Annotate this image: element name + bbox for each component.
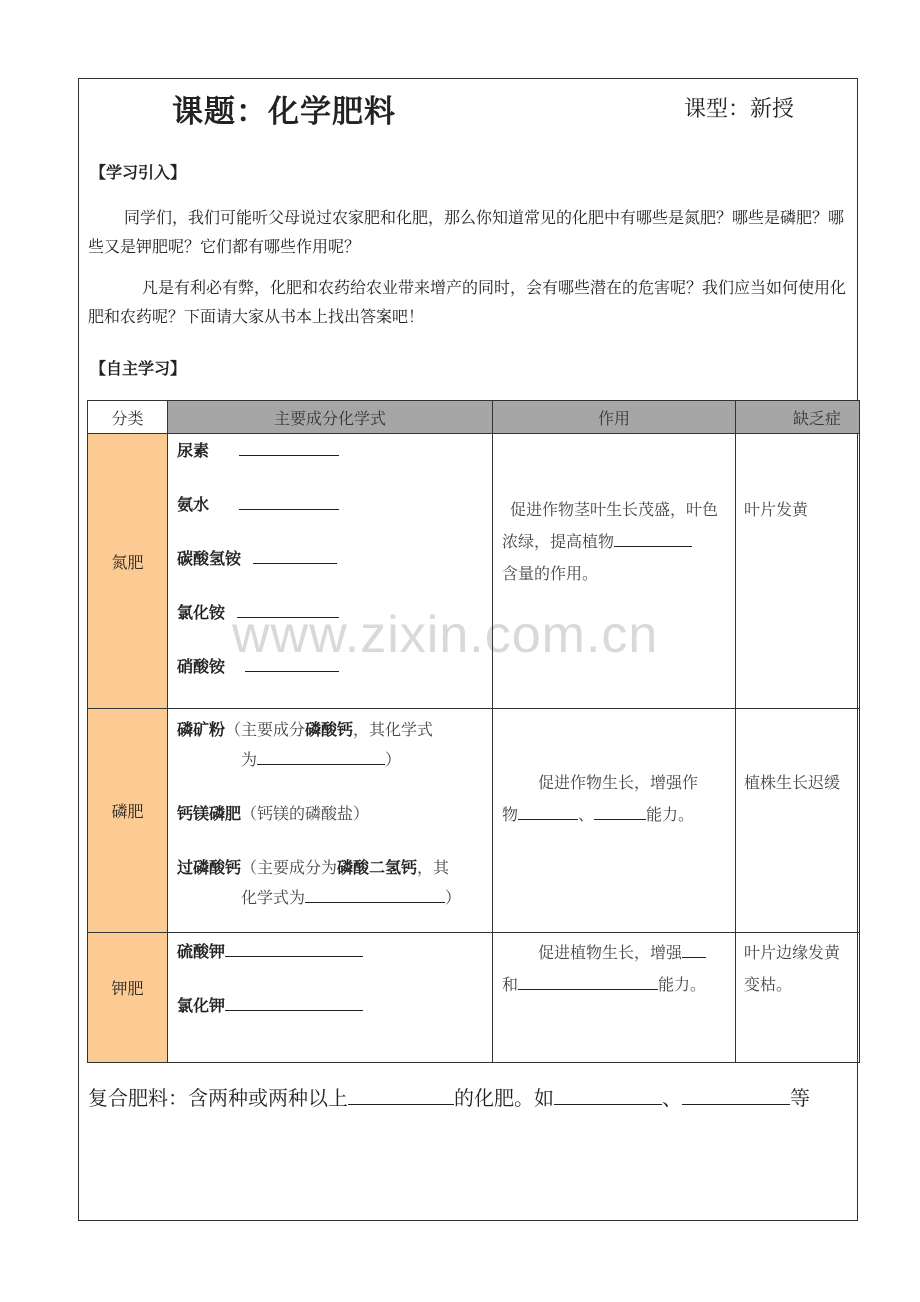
answer-blank[interactable] bbox=[682, 1084, 790, 1105]
deficiency-phosphorus: 植株生长迟缓 bbox=[736, 709, 860, 933]
answer-blank[interactable] bbox=[554, 1084, 662, 1105]
effect-potassium: 促进植物生长，增强 和 能力。 bbox=[493, 933, 736, 1063]
category-phosphorus: 磷肥 bbox=[88, 709, 168, 933]
answer-blank[interactable] bbox=[239, 439, 339, 456]
intro-paragraph-1: 同学们，我们可能听父母说过农家肥和化肥，那么你知道常见的化肥中有哪些是氮肥？哪些是磷肥？哪些又是钾肥呢？它们都有哪些作用呢？ bbox=[88, 208, 845, 256]
answer-blank[interactable] bbox=[253, 547, 337, 564]
answer-blank[interactable] bbox=[237, 601, 339, 618]
composition-potassium bbox=[168, 933, 493, 1063]
category-potassium: 钾肥 bbox=[88, 933, 168, 1063]
header-category: 分类 bbox=[88, 401, 168, 434]
answer-blank[interactable] bbox=[245, 655, 339, 672]
answer-blank[interactable] bbox=[518, 973, 658, 990]
answer-blank[interactable] bbox=[239, 493, 339, 510]
composition-phosphorus: 磷矿粉（主要成分磷酸钙，其化学式 为 ） 钙镁磷肥（钙镁的磷酸盐） 过磷酸钙（主要成分为磷酸二氢钙，其 化学式为 ） bbox=[168, 709, 493, 933]
phosphorus-item-calmag: 钙镁磷肥 bbox=[177, 804, 242, 823]
answer-blank[interactable] bbox=[614, 530, 692, 547]
nitrogen-item-bicarbonate: 碳酸氢铵 bbox=[177, 549, 242, 568]
effect-nitrogen: 促进作物茎叶生长茂盛，叶色浓绿，提高植物 含量的作用。 bbox=[493, 434, 736, 709]
page-title: 课题：化学肥料 bbox=[172, 94, 396, 130]
intro-paragraph-2: 凡是有利必有弊，化肥和农药给农业带来增产的同时，会有哪些潜在的危害呢？我们应当如何使用化肥和农药呢？下面请大家从书本上找出答案吧！ bbox=[88, 278, 847, 326]
phosphorus-item-superphosphate: 过磷酸钙 bbox=[177, 858, 242, 877]
watermark: www.zixin.com.cn bbox=[232, 606, 659, 664]
composition-nitrogen bbox=[168, 434, 493, 709]
answer-blank[interactable] bbox=[257, 748, 385, 765]
answer-blank[interactable] bbox=[225, 994, 363, 1011]
answer-blank[interactable] bbox=[594, 803, 646, 820]
answer-blank[interactable] bbox=[225, 940, 363, 957]
phosphorus-item-rock: 磷矿粉 bbox=[177, 720, 226, 739]
category-nitrogen: 氮肥 bbox=[88, 434, 168, 709]
potassium-item-sulfate: 硫酸钾 bbox=[177, 942, 226, 961]
fertilizer-table bbox=[87, 400, 860, 1063]
answer-blank[interactable] bbox=[348, 1084, 454, 1105]
intro-heading: 【学习引入】 bbox=[90, 163, 187, 182]
header-effect: 作用 bbox=[493, 401, 736, 434]
header-composition: 主要成分化学式 bbox=[168, 401, 493, 434]
self-study-heading: 【自主学习】 bbox=[90, 359, 187, 378]
nitrogen-item-chloride: 氯化铵 bbox=[177, 603, 226, 622]
compound-fertilizer-line: 复合肥料：含两种或两种以上 的化肥。如 、 等 bbox=[88, 1086, 810, 1110]
lesson-type: 课型：新授 bbox=[684, 97, 795, 122]
answer-blank[interactable] bbox=[518, 803, 578, 820]
row-phosphorus bbox=[88, 709, 860, 933]
deficiency-potassium: 叶片边缘发黄变枯。 bbox=[736, 933, 860, 1063]
nitrogen-item-nitrate: 硝酸铵 bbox=[177, 657, 226, 676]
row-potassium bbox=[88, 933, 860, 1063]
row-nitrogen bbox=[88, 434, 860, 709]
nitrogen-item-ammonia: 氨水 bbox=[177, 495, 210, 514]
potassium-item-chloride: 氯化钾 bbox=[177, 996, 226, 1015]
header-deficiency: 缺乏症 bbox=[736, 401, 860, 434]
answer-blank[interactable] bbox=[305, 886, 445, 903]
effect-phosphorus: 促进作物生长，增强作 物 、 能力。 bbox=[493, 709, 736, 933]
deficiency-nitrogen: 叶片发黄 bbox=[736, 434, 860, 709]
answer-blank[interactable] bbox=[682, 941, 706, 958]
nitrogen-item-urea: 尿素 bbox=[177, 441, 210, 460]
